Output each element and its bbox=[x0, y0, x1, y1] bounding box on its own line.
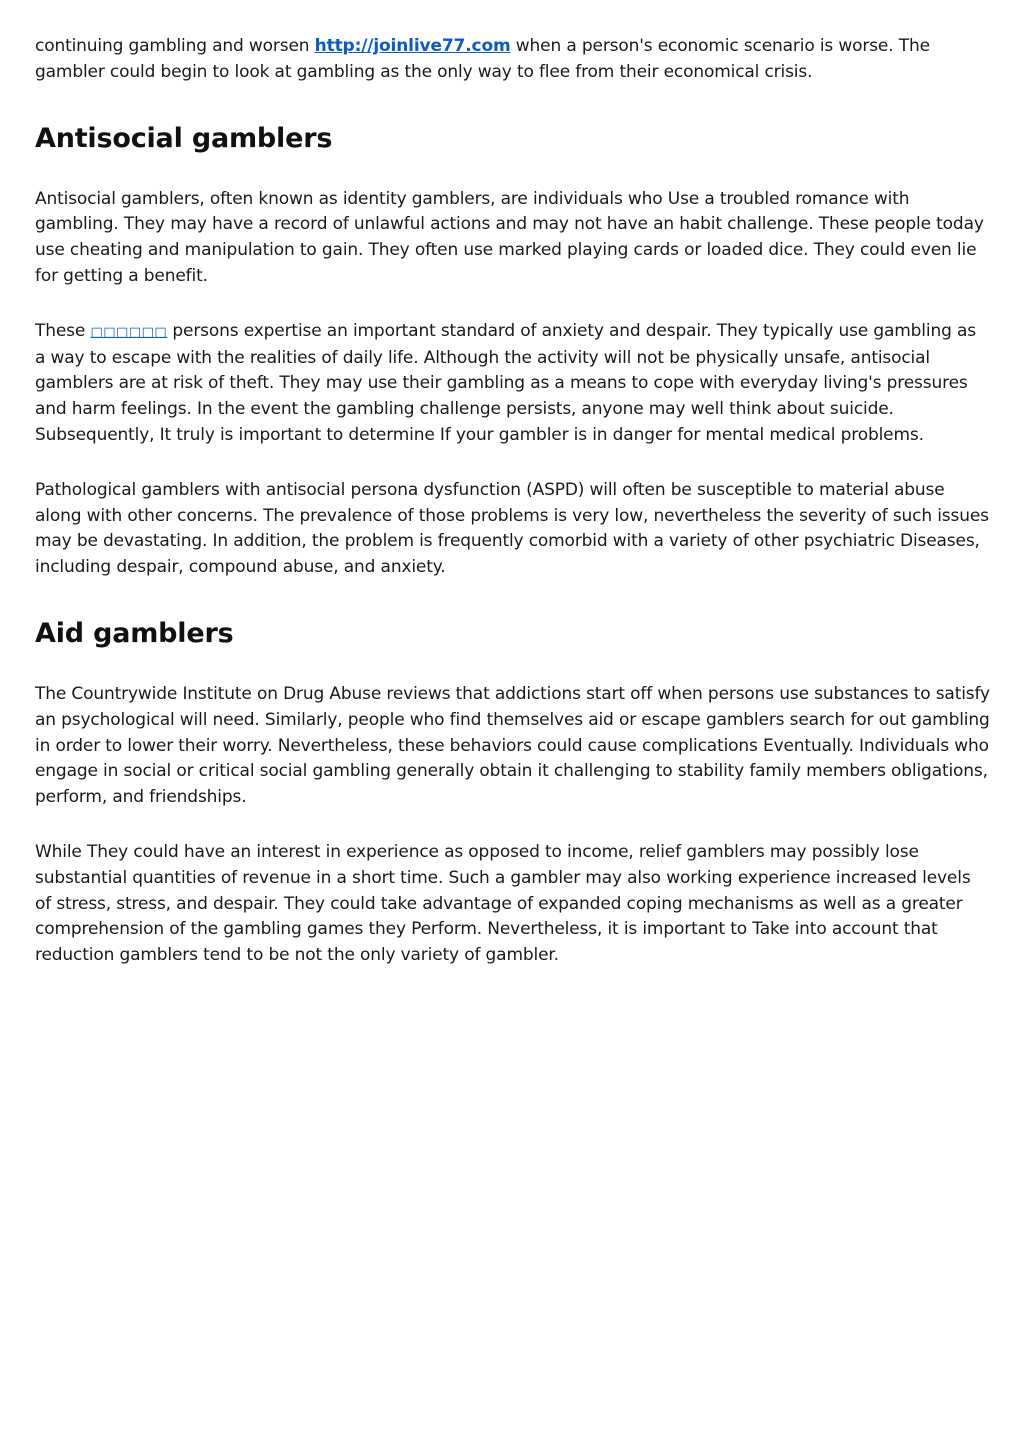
unrendered-glyph-link[interactable]: □□□□□□ bbox=[90, 324, 168, 340]
antisocial-paragraph-2 bbox=[35, 319, 990, 449]
aid-paragraph-1: The Countrywide Institute on Drug Abuse reviews that addictions start off when persons use substances to satisfy an psychological will need. Similarly, people who find themselves aid or escape gamblers search for out gambling in order to lower their worry. Nevertheless, these behaviors could cause complications Eventually. Individuals who engage in social or critical social gambling generally obtain it challenging to stability family members obligations, perform, and friendships. bbox=[35, 683, 990, 808]
section-heading-aid-gamblers: Aid gamblers bbox=[35, 617, 234, 649]
intro-paragraph bbox=[35, 34, 990, 86]
intro-text-after: when a person's economic scenario is worse. The gambler could begin to look at gambling as the only way to flee from their economical crisis. bbox=[35, 36, 930, 82]
antisocial-paragraph-3: Pathological gamblers with antisocial persona dysfunction (ASPD) will often be susceptible to material abuse along with other concerns. The prevalence of those problems is very low, nevertheless the severity of such issues may be devastating. In addition, the problem is frequently comorbid with a variety of other psychiatric Diseases, including despair, compound abuse, and anxiety. bbox=[35, 479, 989, 578]
joinlive77-link[interactable]: http://joinlive77.com bbox=[314, 36, 511, 56]
section-heading-antisocial-gamblers: Antisocial gamblers bbox=[35, 122, 333, 154]
aid-paragraph-2: While They could have an interest in experience as opposed to income, relief gamblers may possibly lose substantial quantities of revenue in a short time. Such a gambler may also working experience increased levels of stress, stress, and despair. They could take advantage of expanded coping mechanisms as well as a greater comprehension of the gambling games they Perform. Nevertheless, it is important to Take into account that reduction gamblers tend to be not the only variety of gambler. bbox=[35, 841, 971, 966]
intro-text-before: continuing gambling and worsen bbox=[35, 36, 315, 56]
document-page bbox=[35, 34, 990, 969]
antisocial-paragraph-1: Antisocial gamblers, often known as identity gamblers, are individuals who Use a troubled romance with gambling. They may have a record of unlawful actions and may not have an habit challenge. These people today use cheating and manipulation to gain. They often use marked playing cards or loaded dice. They could even lie for getting a benefit. bbox=[35, 188, 984, 286]
antisocial-text-after: persons expertise an important standard of anxiety and despair. They typically use gambling as a way to escape with the realities of daily life. Although the activity will not be physically unsafe, antisocial gamblers are at risk of theft. They may use their gambling as a means to cope with everyday living's pressures and harm feelings. In the event the gambling challenge persists, anyone may well think about suicide. Subsequently, It truly is important to determine If your gambler is in danger for mental medical problems. bbox=[35, 320, 976, 445]
antisocial-text-before: These bbox=[35, 320, 91, 341]
